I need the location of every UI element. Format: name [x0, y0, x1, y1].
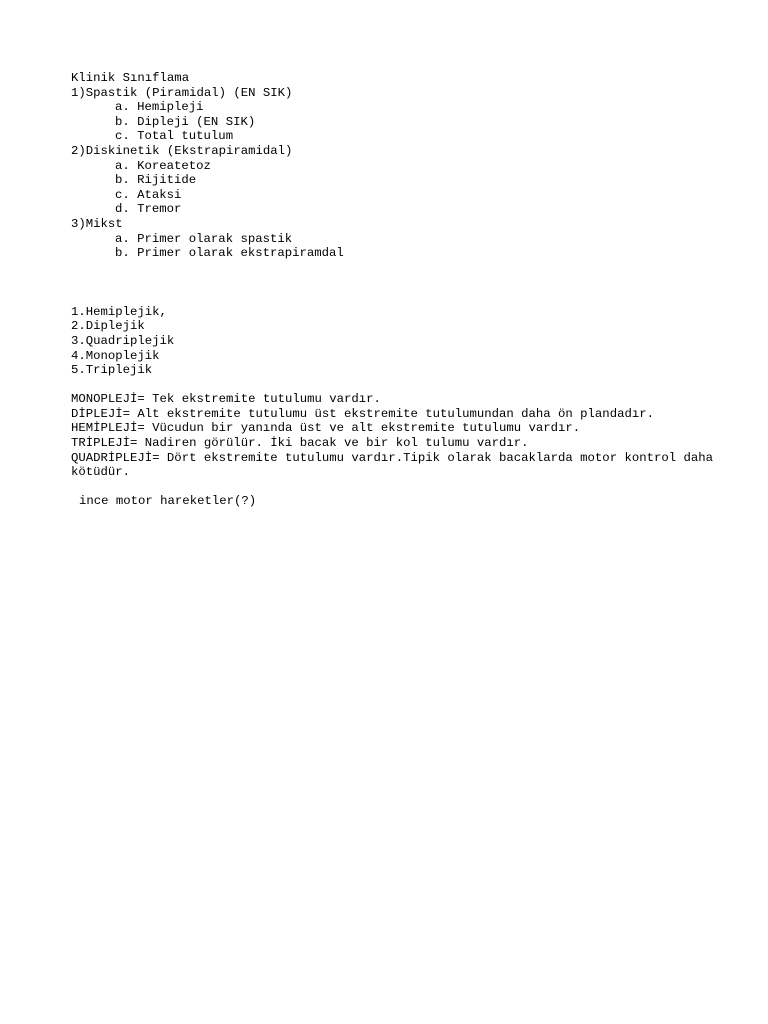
spacer	[71, 378, 761, 393]
category-heading-spastik: 1)Spastik (Piramidal) (EN SIK)	[71, 85, 293, 100]
subitem-dipleji: b. Dipleji (EN SIK)	[115, 114, 256, 129]
subitem-hemipleji: a. Hemipleji	[115, 100, 204, 115]
document-page	[71, 71, 761, 509]
definition-dipleji: DİPLEJİ= Alt ekstremite tutulumu üst ekstremite tutulumundan daha ön plandadır.	[71, 406, 654, 421]
document-title: Klinik Sınıflama	[71, 71, 190, 85]
subitem-ataksi: c. Ataksi	[115, 187, 182, 202]
category-heading-mikst: 3)Mikst	[71, 216, 123, 231]
definition-quadripleji: QUADRİPLEJİ= Dört ekstremite tutulumu vardır.Tipik olarak bacaklarda motor kontrol daha kötüdür.	[71, 450, 721, 480]
type-list-item: 2.Diplejik	[71, 319, 145, 334]
subitem-tremor: d. Tremor	[115, 202, 182, 217]
subitem-primer-ekstrapiramdal: b. Primer olarak ekstrapiramdal	[115, 246, 344, 261]
subitem-primer-spastik: a. Primer olarak spastik	[115, 231, 293, 246]
type-list-item: 1.Hemiplejik,	[71, 304, 167, 319]
subitem-koreatetoz: a. Koreatetoz	[115, 158, 211, 173]
definition-tripleji: TRİPLEJİ= Nadiren görülür. İki bacak ve bir kol tulumu vardır.	[71, 436, 529, 451]
spacer	[71, 261, 761, 305]
subitem-total-tutulum: c. Total tutulum	[115, 129, 234, 144]
type-list-item: 5.Triplejik	[71, 363, 153, 378]
type-list-item: 4.Monoplejik	[71, 348, 160, 363]
subitem-rijitide: b. Rijitide	[115, 173, 197, 188]
type-list-item: 3.Quadriplejik	[71, 333, 175, 348]
category-heading-diskinetik: 2)Diskinetik (Ekstrapiramidal)	[71, 143, 293, 158]
note-text: ince motor hareketler(?)	[79, 494, 257, 509]
spacer	[71, 480, 761, 495]
definition-monopleji: MONOPLEJİ= Tek ekstremite tutulumu vardır.	[71, 392, 381, 407]
definition-hemipleji: HEMİPLEJİ= Vücudun bir yanında üst ve alt ekstremite tutulumu vardır.	[71, 421, 581, 436]
